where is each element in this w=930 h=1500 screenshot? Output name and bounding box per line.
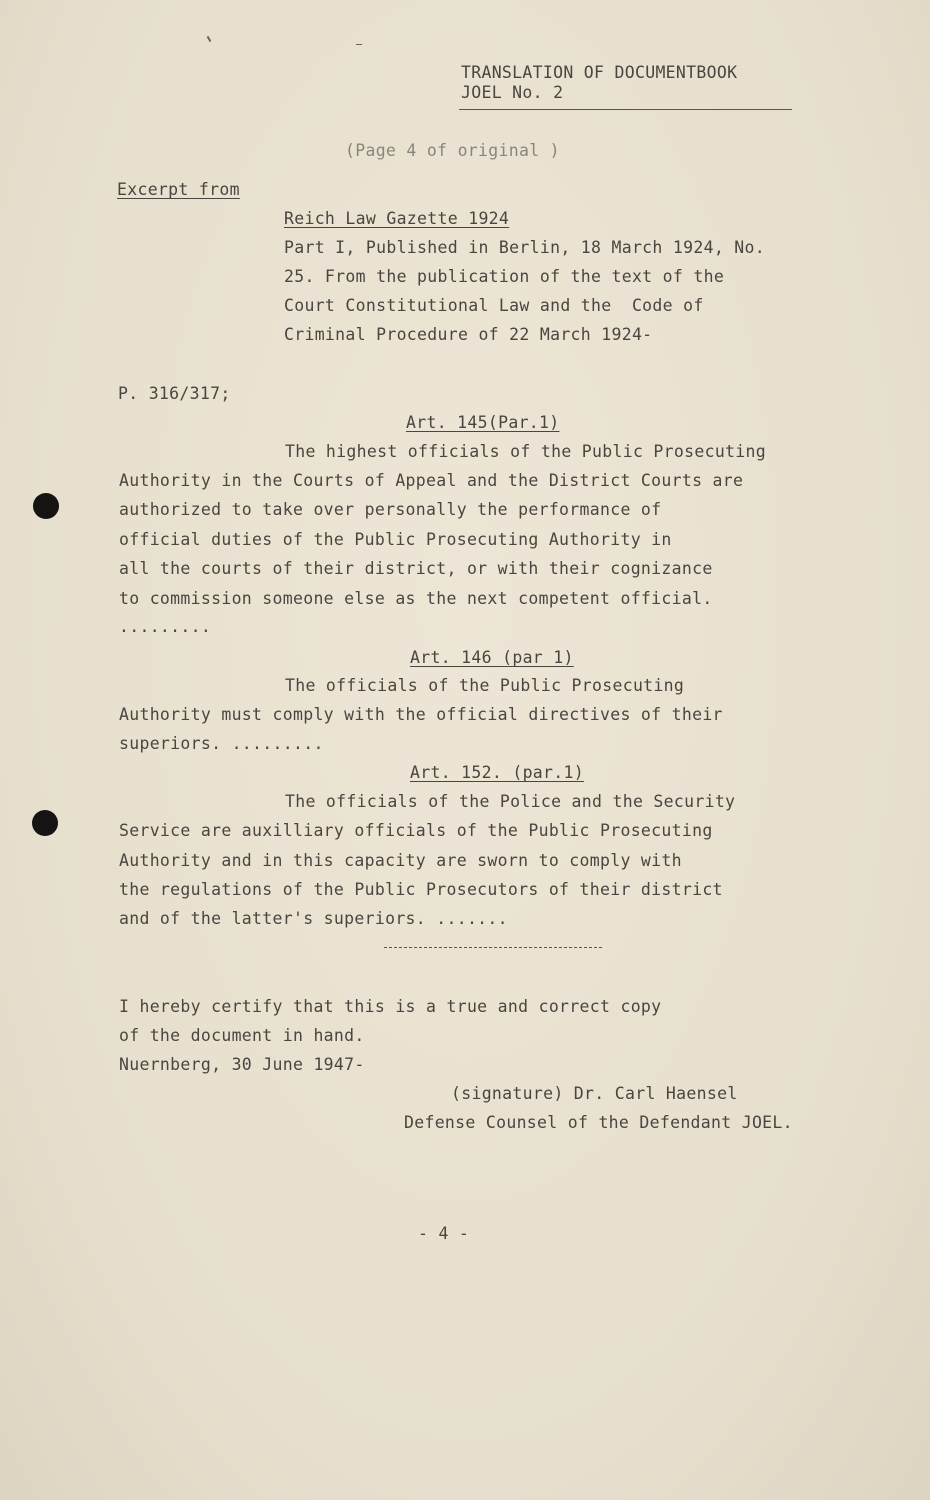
article-line: Authority in the Courts of Appeal and the District Courts are xyxy=(119,471,744,490)
article-line: Authority and in this capacity are sworn to comply with xyxy=(119,851,682,870)
article-line: the regulations of the Public Prosecutors of their district xyxy=(119,880,723,899)
article-line: to commission someone else as the next competent official. xyxy=(119,589,713,608)
source-line: Criminal Procedure of 22 March 1924- xyxy=(284,325,653,344)
header-docbook: JOEL No. 2 xyxy=(461,83,564,102)
paper-speck xyxy=(356,44,362,45)
excerpt-label: Excerpt from xyxy=(117,180,240,199)
original-page-reference: (Page 4 of original ) xyxy=(345,141,560,160)
article-line: Authority must comply with the official directives of their xyxy=(119,705,723,724)
certification-line: I hereby certify that this is a true and correct copy xyxy=(119,997,662,1016)
article-line: The officials of the Public Prosecuting xyxy=(285,676,685,695)
source-line: Part I, Published in Berlin, 18 March 1924, No. xyxy=(284,238,765,257)
article-line: Service are auxilliary officials of the Public Prosecuting xyxy=(119,821,713,840)
article-heading: Art. 145(Par.1) xyxy=(406,413,560,432)
source-title: Reich Law Gazette 1924 xyxy=(284,209,510,228)
article-heading: Art. 146 (par 1) xyxy=(410,648,574,667)
header-rule xyxy=(459,109,792,110)
certification-line: of the document in hand. xyxy=(119,1026,365,1045)
article-ellipsis: ......... xyxy=(119,617,212,636)
source-line: Court Constitutional Law and the Code of xyxy=(284,296,704,315)
paper-speck xyxy=(207,36,212,42)
article-line: The officials of the Police and the Security xyxy=(285,792,736,811)
article-line: official duties of the Public Prosecuting Authority in xyxy=(119,530,672,549)
source-line: 25. From the publication of the text of the xyxy=(284,267,725,286)
signatory-title: Defense Counsel of the Defendant JOEL. xyxy=(404,1113,793,1132)
page-numbers: P. 316/317; xyxy=(118,384,231,403)
page-number: - 4 - xyxy=(418,1224,470,1243)
article-heading: Art. 152. (par.1) xyxy=(410,763,584,782)
article-line: superiors. ......... xyxy=(119,734,324,753)
article-line: authorized to take over personally the performance of xyxy=(119,500,662,519)
section-divider xyxy=(384,947,602,948)
punch-hole-top xyxy=(33,493,59,519)
article-line: The highest officials of the Public Prosecuting xyxy=(285,442,766,461)
header-title: TRANSLATION OF DOCUMENTBOOK xyxy=(461,63,738,82)
article-line: and of the latter's superiors. ....... xyxy=(119,909,508,928)
article-line: all the courts of their district, or with their cognizance xyxy=(119,559,713,578)
signature-line: (signature) Dr. Carl Haensel xyxy=(451,1084,738,1103)
certification-place-date: Nuernberg, 30 June 1947- xyxy=(119,1055,365,1074)
punch-hole-bottom xyxy=(32,810,58,836)
